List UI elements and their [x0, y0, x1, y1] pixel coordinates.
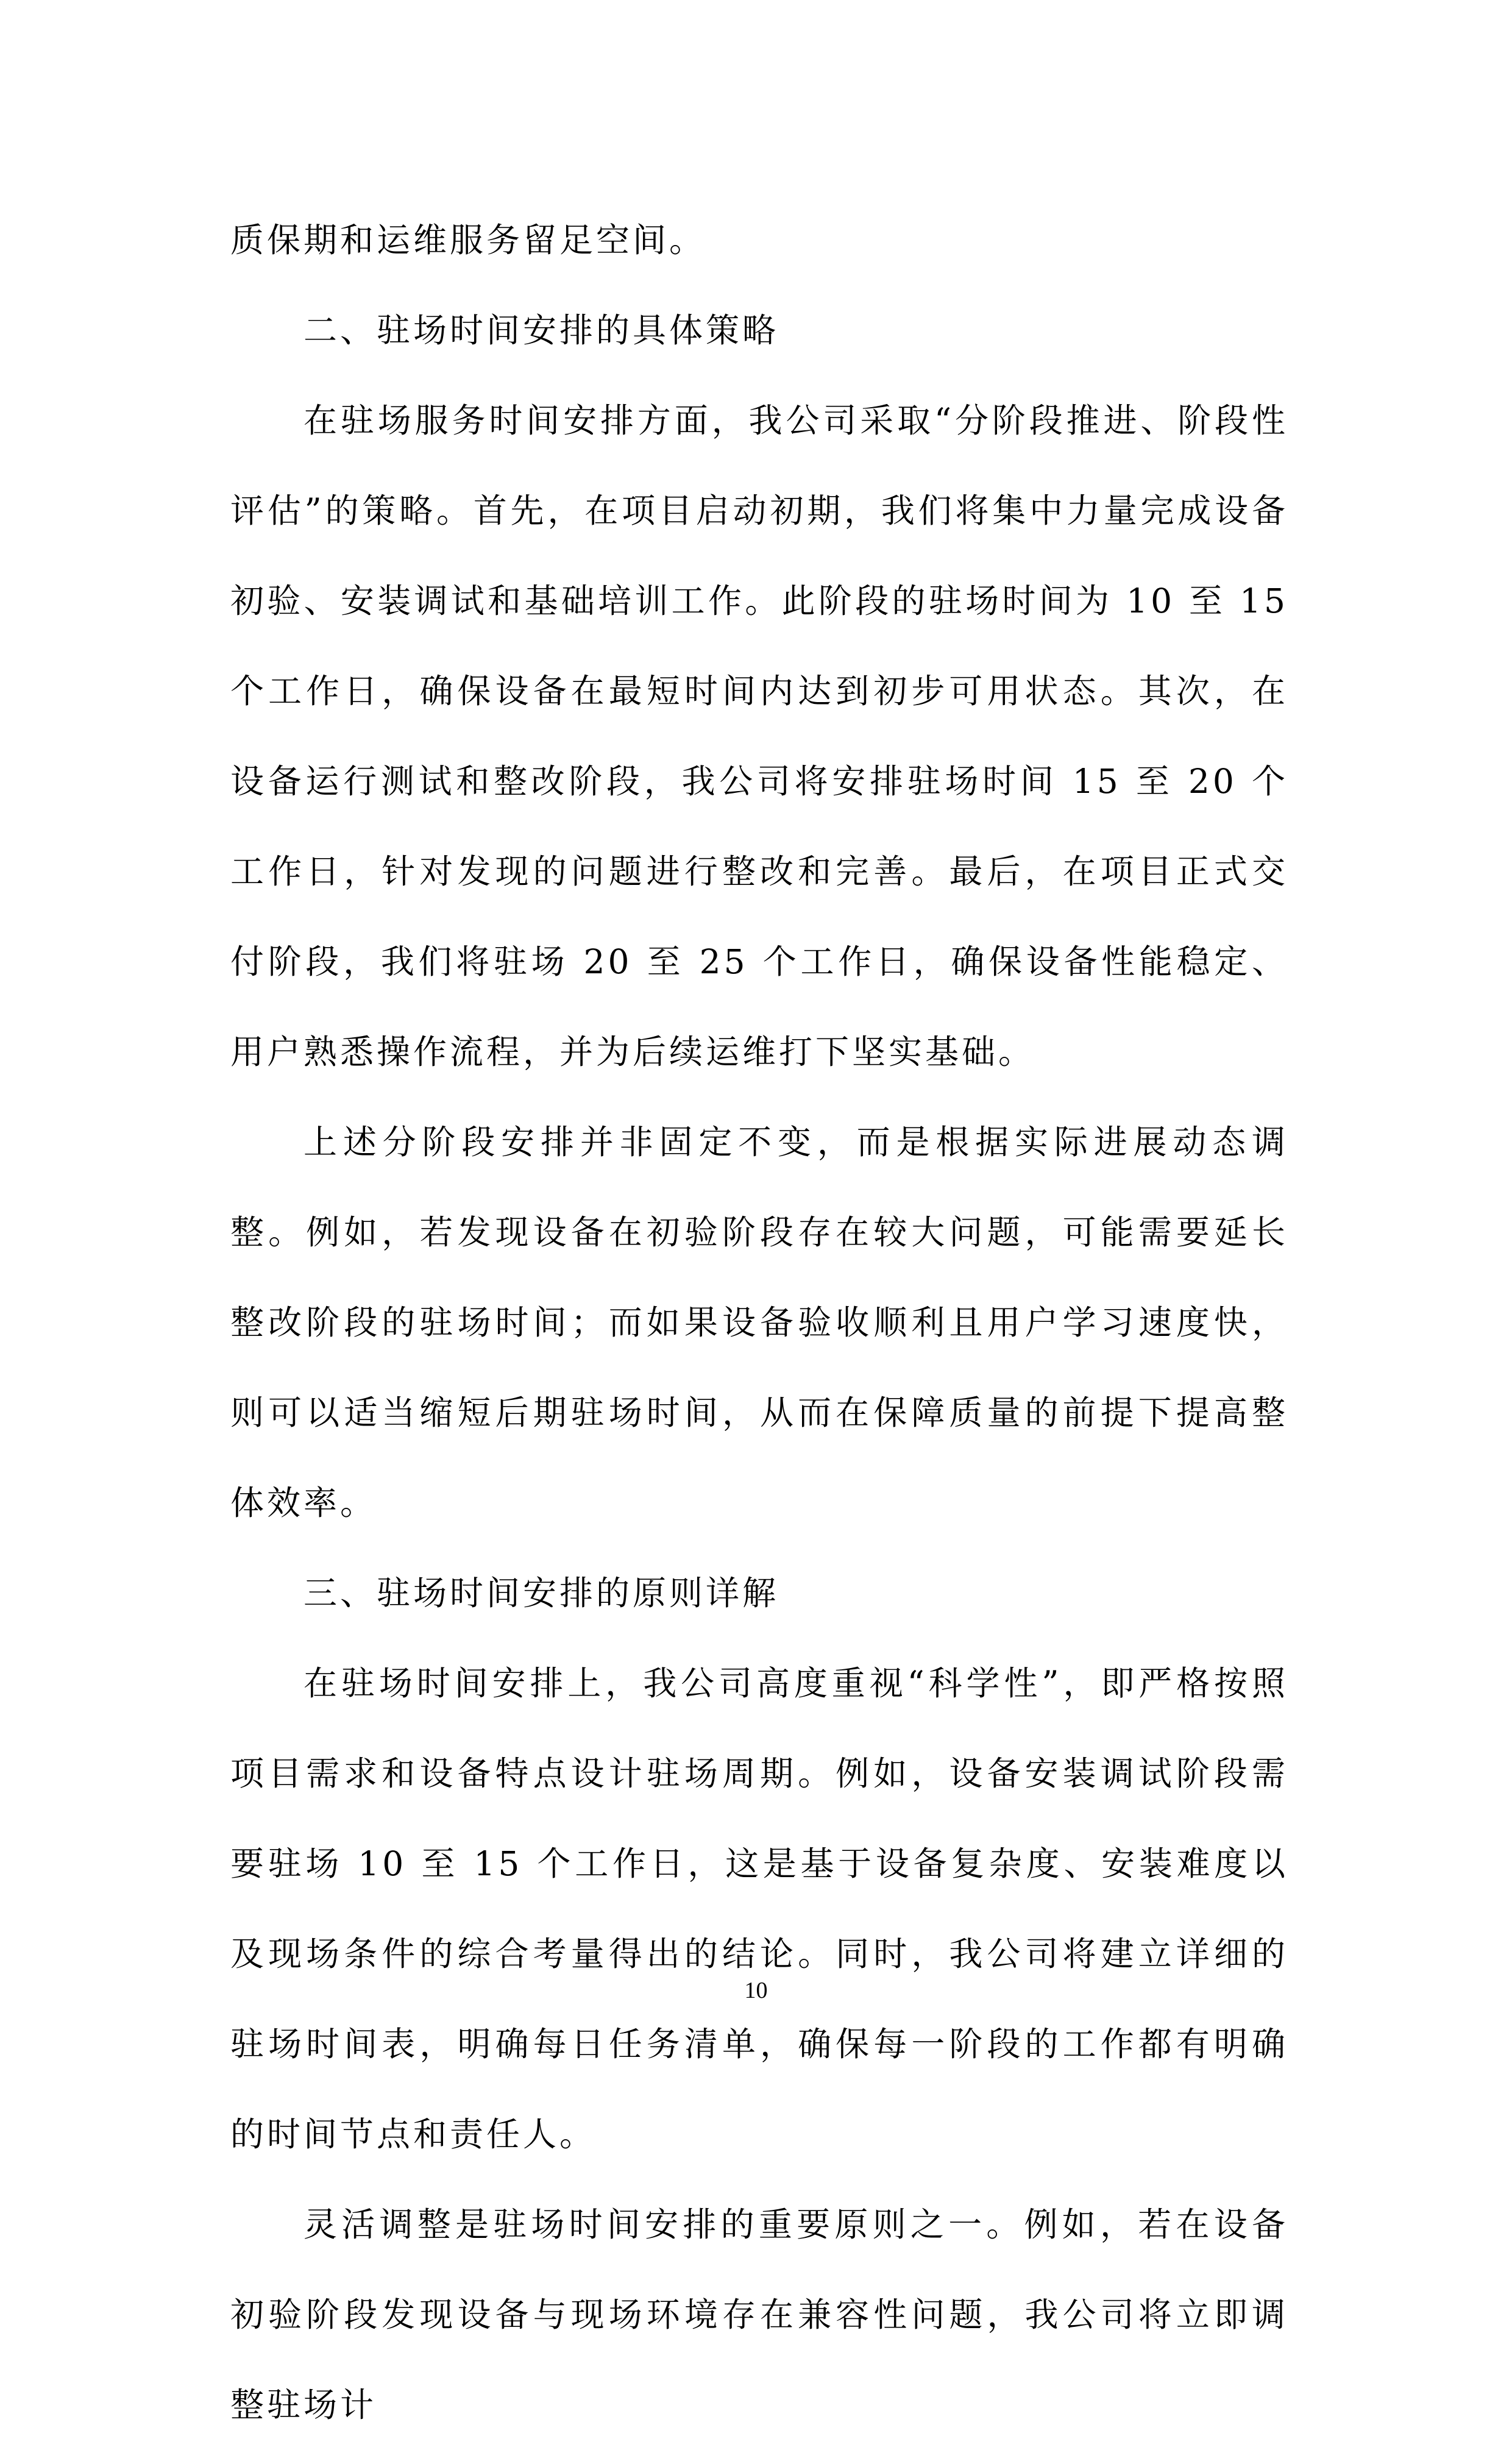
section-heading-3: 三、驻场时间安排的原则详解 — [303, 1574, 779, 1613]
continuation-paragraph: 质保期和运维服务留足空间。 — [230, 221, 706, 260]
section-heading-2: 二、驻场时间安排的具体策略 — [303, 311, 779, 350]
paragraph-flexible-adjustment: 灵活调整是驻场时间安排的重要原则之一。例如，若在设备初验阶段发现设备与现场环境存在兼容性问题，我公司将立即调整驻场计 — [230, 2205, 1288, 2424]
paragraph-dynamic-adjustment: 上述分阶段安排并非固定不变，而是根据实际进展动态调整。例如，若发现设备在初验阶段存在较大问题，可能需要延长整改阶段的驻场时间；而如果设备验收顺利且用户学习速度快，则可以适当缩短后期驻场时间，从而在保障质量的前提下提高整体效率。 — [230, 1123, 1288, 1522]
paragraph-strategy: 在驻场服务时间安排方面，我公司采取“分阶段推进、阶段性评估”的策略。首先，在项目启动初期，我们将集中力量完成设备初验、安装调试和基础培训工作。此阶段的驻场时间为 10 至 15 个工作日，确保设备在最短时间内达到初步可用状态。其次，在设备运行测试和整改阶段，我公司将安排驻场时间 15 至 20 个工作日，针对发现的问题进行整改和完善。最后，在项目正式交付阶段，我们将驻场 20 至 25 个工作日，确保设备性能稳定、用户熟悉操作流程，并为后续运维打下坚实基础。 — [230, 401, 1288, 1071]
page-number: 10 — [744, 1978, 768, 2003]
body-text — [230, 195, 1288, 2450]
paragraph-scientific-principle: 在驻场时间安排上，我公司高度重视“科学性”，即严格按照项目需求和设备特点设计驻场周期。例如，设备安装调试阶段需要驻场 10 至 15 个工作日，这是基于设备复杂度、安装难度以及现场条件的综合考量得出的结论。同时，我公司将建立详细的驻场时间表，明确每日任务清单，确保每一阶段的工作都有明确的时间节点和责任人。 — [230, 1664, 1288, 2154]
